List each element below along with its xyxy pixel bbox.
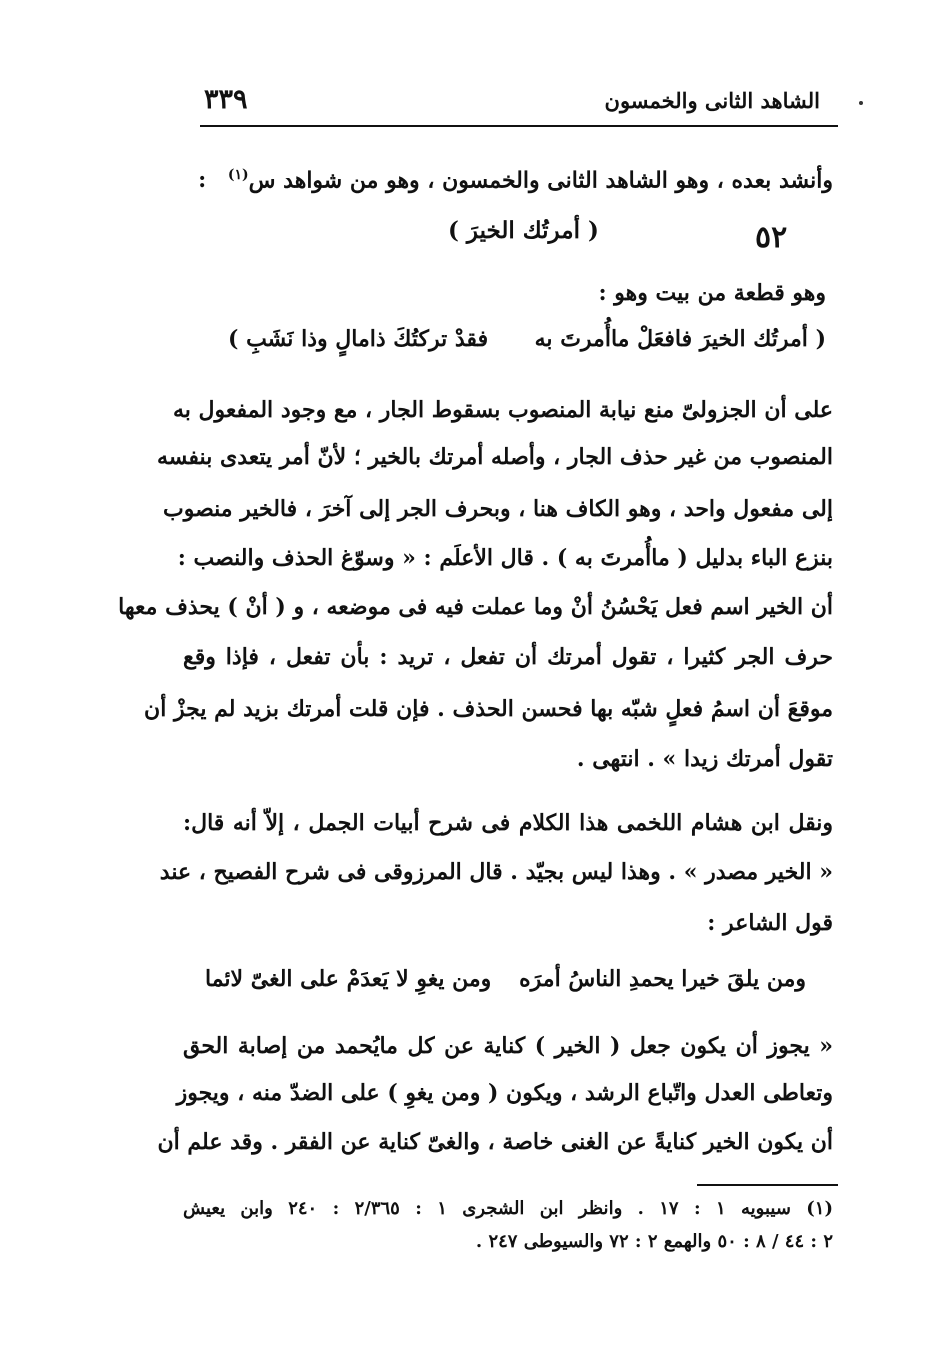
- page-number: ٣٣٩: [204, 84, 248, 115]
- footnote-ref: (١): [227, 167, 249, 183]
- footnote-line-2: ٢ : ٤٤ / ٨ : ٥٠ والهمع ٢ : ٧٢ والسيوطى ٢٤٧ .: [475, 1231, 833, 1252]
- verse-number: ٥٢: [755, 220, 788, 255]
- paragraph-1-line-3: إلى مفعول واحد ، وهو الكاف هنا ، وبحرف الجر إلى آخرَ ، فالخير منصوب: [163, 496, 833, 522]
- running-header-title: الشاهد الثانى والخمسون: [604, 88, 820, 113]
- verse-heading: ( أمرتُك الخيرَ ): [448, 217, 599, 244]
- paragraph-1-line-5: أن الخير اسم فعل يَحْسُنُ أنْ وما عملت فيه فى موضعه ، و ( أنْ ) يحذف معها: [118, 594, 833, 620]
- paragraph-3-line-3: أن يكون الخير كنايةً عن الغنى خاصة ، والغىّ كناية عن الفقر . وقد علم أن: [157, 1129, 833, 1155]
- fragment-intro: وهو قطعة من بيت وهو :: [598, 280, 826, 306]
- paragraph-2-last-line: قول الشاعر :: [707, 910, 833, 936]
- paragraph-3-line-2: وتعاطى العدل واتّباع الرشد ، ويكون ( ومن يغوِ ) على الضدّ منه ، ويجوز: [176, 1080, 833, 1106]
- paragraph-1-line-2: المنصوب من غير حذف الجار ، وأصله أمرتك بالخير ؛ لأنّ أمر يتعدى بنفسه: [157, 444, 833, 470]
- paragraph-1-line-7: موقعَ أن اسمُ فعلٍ شبّه بها فحسن الحذف . فإن قلت أمرتك بزيد لم يجزْ أن: [144, 696, 833, 722]
- header-dot: [859, 101, 863, 105]
- footnote-rule: [697, 1184, 838, 1186]
- paragraph-1-last-line: تقول أمرتك زيدا » . انتهى .: [576, 746, 833, 772]
- paragraph-1-line-6: حرف الجر كثيرا ، تقول أمرتك أن تفعل ، تريد : بأن تفعل ، فإذا وقع: [183, 644, 833, 670]
- poet-verse-first-half: ومن يلقَ خيرا يحمدِ الناسُ أمرَه: [519, 966, 806, 992]
- paragraph-3-line-1: « يجوز أن يكون جعل ( الخير ) كناية عن كل مايُحمد من إصابة الحق: [183, 1033, 833, 1059]
- poet-verse-second-half: ومن يغوِ لا يَعدَمْ على الغىّ لائما: [205, 966, 492, 992]
- intro-text: وأنشد بعده ، وهو الشاهد الثانى والخمسون ، وهو من شواهد س: [248, 167, 833, 194]
- running-header: [200, 82, 840, 122]
- paragraph-2-line-1: ونقل ابن هشام اللخمى هذا الكلام فى شرح أبيات الجمل ، إلاّ أنه قال:: [183, 810, 833, 836]
- intro-line: [198, 160, 833, 195]
- paragraph-2-line-2: « الخير مصدر » . وهذا ليس بجيّد . قال المرزوقى فى شرح الفصيح ، عند: [159, 859, 833, 885]
- full-verse-first-half: ( أمرتُك الخيرَ فافعَلْ ماأُمرتَ به: [534, 326, 826, 352]
- full-verse-second-half: فقدْ تركتُكَ ذامالٍ وذا نَشَبِ ): [228, 326, 489, 352]
- paragraph-1-line-1: على أن الجزولىّ منع نيابة المنصوب بسقوط الجار ، مع وجود المفعول به: [172, 397, 833, 423]
- paragraph-1-line-4: بنزع الباء بدليل ( ماأُمرتَ به ) . قال الأعلَم : « وسوّغ الحذف والنصب :: [177, 545, 833, 571]
- header-rule: [200, 125, 838, 127]
- footnote-line-1: (١) سيبويه ١ : ١٧ . وانظر ابن الشجرى ١ : ٢/٣٦٥ : ٢٤٠ وابن يعيش: [183, 1198, 833, 1219]
- intro-colon: :: [198, 167, 207, 194]
